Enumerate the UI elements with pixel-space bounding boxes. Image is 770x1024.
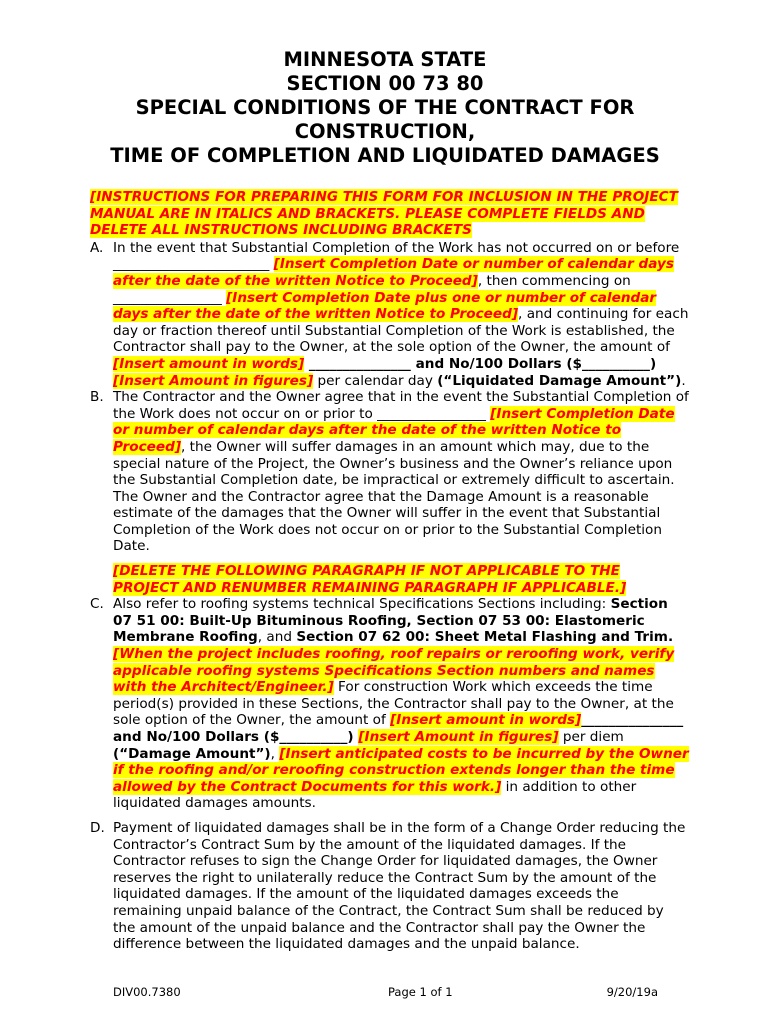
- section-a-text-1: In the event that Substantial Completion of the Work has not occurred on or before _______________________: [113, 239, 680, 273]
- footer-page-number: Page 1 of 1: [388, 985, 453, 999]
- section-d-text: Payment of liquidated damages shall be in the form of a Change Order reducing the Contractor’s Contract Sum by the amount of the liquidated damages. If the Contractor refuses to sign the Change Order for liquidated damages, the Owner reserves the right to unilaterally reduce the Contract Sum by the amount of the liquidated damages. If the amount of the liquidated damages exceeds the remaining unpaid balance of the Contract, the Contract Sum shall be reduced by the amount of the unpaid balance and the Contractor shall pay the Owner the difference between the liquidated damages and the unpaid balance.: [113, 819, 686, 953]
- section-c-text-3: For construction Work which exceeds the time period(s) provided in these Sections, the Contractor shall pay to the Owner, at the sole option of the Owner, the amount of: [113, 679, 674, 729]
- section-a-text-2: , then commencing on ________________: [113, 272, 631, 306]
- section-b-instruction-1: [Insert Completion Date or number of calendar days after the date of the written Notice to Proceed]: [113, 405, 675, 455]
- title-line-section: SECTION 00 73 80: [286, 72, 484, 95]
- footer-doc-id: DIV00.7380: [113, 985, 181, 999]
- section-c-instruction-2: [Insert amount in words]: [390, 712, 582, 729]
- instructions-paragraph: [90, 189, 690, 239]
- section-c-label: C.: [90, 596, 104, 613]
- section-c-text-1: Also refer to roofing systems technical Specifications Sections including:: [113, 596, 611, 613]
- section-a-label: A.: [90, 239, 104, 256]
- section-a-instruction-2: [Insert Completion Date plus one or number of calendar days after the date of the written Notice to Proceed]: [113, 289, 657, 323]
- section-c: [90, 596, 690, 812]
- section-c-text-6: in addition to other liquidated damages amounts.: [113, 778, 637, 812]
- section-c-instruction-4: [Insert anticipated costs to be incurred by the Owner if the roofing and/or reroofing construction extends longer than the time allowed by the Contract Documents for this work.]: [113, 745, 689, 795]
- section-a-instruction-1: [Insert Completion Date or number of calendar days after the date of the written Notice to Proceed]: [113, 256, 674, 289]
- section-a-defined-term: (“Liquidated Damage Amount”): [437, 372, 682, 389]
- section-b-label: B.: [90, 389, 104, 406]
- section-c-instruction-3: [Insert Amount in figures]: [358, 729, 559, 745]
- section-c-roofing-sections: Section 07 51 00: Built-Up Bituminous Roofing, Section 07 53 00: Elastomeric Membrane Roofing: [113, 596, 668, 646]
- section-c-defined-term: (“Damage Amount”): [113, 745, 271, 762]
- document-body: [90, 189, 690, 953]
- title-line-time-of-completion: TIME OF COMPLETION AND LIQUIDATED DAMAGES: [110, 144, 660, 167]
- section-a-text-4: per calendar day: [313, 372, 438, 389]
- section-c-flashing-section: Section 07 62 00: Sheet Metal Flashing and Trim.: [296, 629, 674, 646]
- section-c-text-2: , and: [257, 629, 297, 646]
- section-a-text-5: .: [681, 372, 686, 389]
- section-c-text-4: per diem: [558, 729, 624, 745]
- section-a-text-3: , and continuing for each day or fraction thereof until Substantial Completion of the Work is established, the Contractor shall pay to the Owner, at the sole option of the Owner, the amount of: [113, 306, 689, 356]
- section-d-label: D.: [90, 819, 105, 836]
- section-c-text-5: ,: [270, 745, 280, 762]
- section-a-instruction-3: [Insert amount in words]: [113, 355, 305, 372]
- title-line-special-conditions: SPECIAL CONDITIONS OF THE CONTRACT FOR: [135, 96, 635, 119]
- section-c-instruction-1: [When the project includes roofing, roof repairs or reroofing work, verify applicable roofing systems Specifications Section numbers and names with the Architect/Engineer.]: [113, 646, 675, 696]
- section-b: [90, 389, 690, 555]
- instructions-highlight: [INSTRUCTIONS FOR PREPARING THIS FORM FOR INCLUSION IN THE PROJECT MANUAL ARE IN ITALICS AND BRACKETS. PLEASE COMPLETE FIELDS AND DELETE ALL INSTRUCTIONS INCLUDING BRACKETS: [90, 189, 678, 239]
- delete-note-highlight: [DELETE THE FOLLOWING PARAGRAPH IF NOT APPLICABLE TO THE PROJECT AND RENUMBER REMAINING PARAGRAPH IF APPLICABLE.]: [113, 563, 627, 596]
- section-d: [90, 820, 690, 953]
- section-b-text-1: The Contractor and the Owner agree that in the event the Substantial Completion of the Work does not occur on or prior to ________________: [113, 389, 689, 422]
- delete-paragraph-note: [90, 563, 690, 596]
- title-line-state: MINNESOTA STATE: [283, 48, 487, 71]
- section-c-dollars: _______________ and No/100 Dollars ($__________): [113, 712, 684, 745]
- document-title: [60, 48, 710, 168]
- section-b-text-2: , the Owner will suffer damages in an amount which may, due to the special nature of the Project, the Owner’s business and the Owner’s reliance upon the Substantial Completion date, be impractical or extremely difficult to ascertain. The Owner and the Contractor agree that the Damage Amount is a reasonable estimate of the damages that the Owner will suffer in the event that Substantial Completion of the Work does not occur on or prior to the Substantial Completion Date.: [113, 438, 675, 555]
- section-a-instruction-4: [Insert Amount in figures]: [113, 372, 314, 389]
- section-a-dollars: _______________ and No/100 Dollars ($__________): [304, 355, 657, 372]
- footer-date: 9/20/19a: [606, 985, 658, 999]
- section-a: [90, 240, 690, 389]
- title-line-construction: CONSTRUCTION,: [294, 120, 476, 143]
- page-footer: [113, 985, 658, 1001]
